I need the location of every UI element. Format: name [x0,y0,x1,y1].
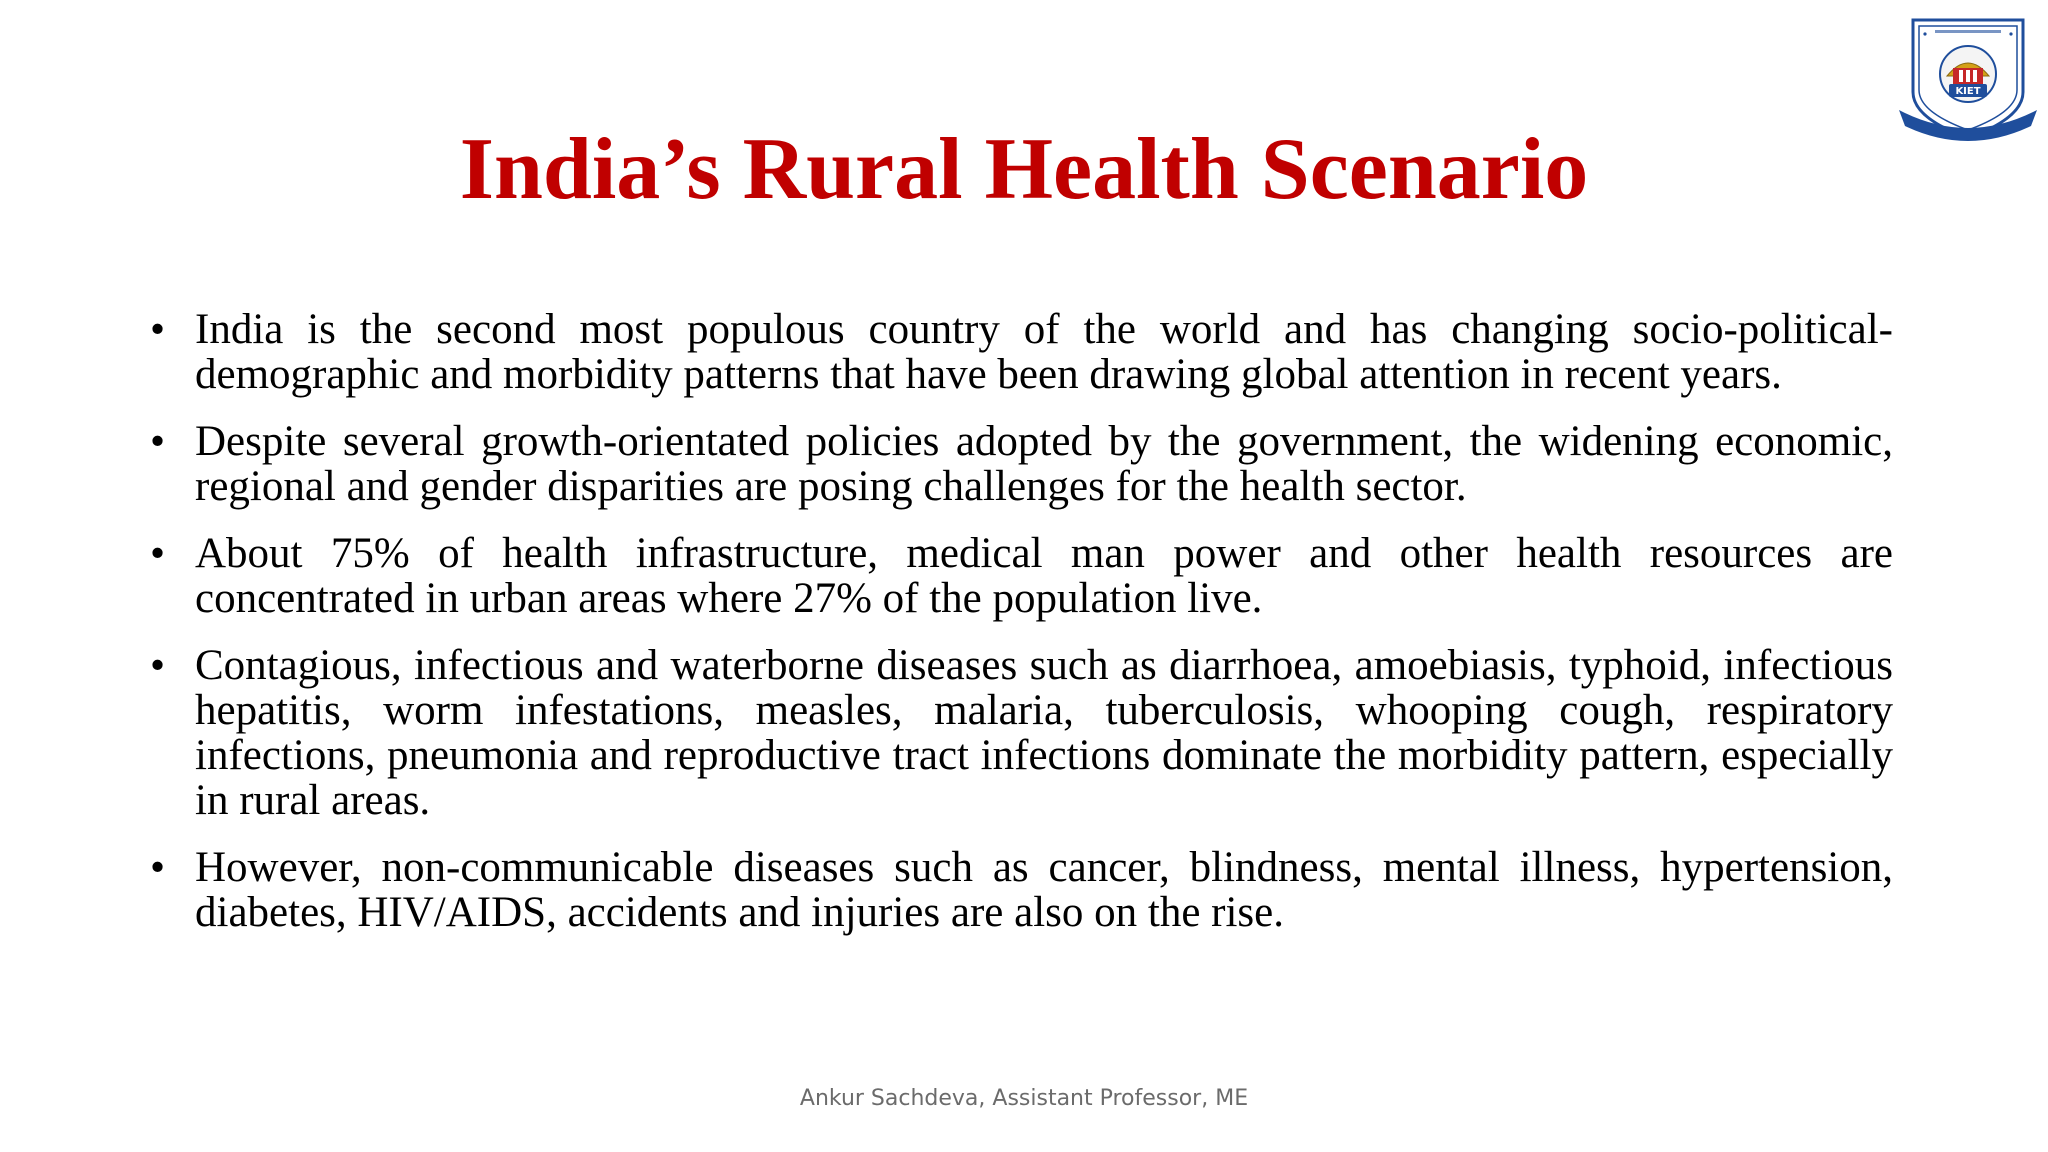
footer-author: Ankur Sachdeva, Assistant Professor, ME [799,1086,1249,1111]
bullet-list [150,307,1893,957]
bullet-item: • About 75% of health infrastructure, medical man power and other health resources are concentrated in urban areas where 27% of the population live. [150,531,1893,621]
slide-title: India’s Rural Health Scenario [459,121,1589,218]
logo-text: KIET [1955,86,1981,97]
bullet-item: • Despite several growth-orientated policies adopted by the government, the widening economic, regional and gender disparities are posing challenges for the health sector. [150,419,1893,509]
bullet-item: • However, non-communicable diseases such as cancer, blindness, mental illness, hypertension, diabetes, HIV/AIDS, accidents and injuries are also on the rise. [150,845,1893,935]
bullet-item: • Contagious, infectious and waterborne diseases such as diarrhoea, amoebiasis, typhoid, infectious hepatitis, worm infestations, measles, malaria, tuberculosis, whooping cough, respiratory infections, pneumonia and reproductive tract infections dominate the morbidity pattern, especially in rural areas. [150,643,1893,823]
bullet-item: • India is the second most populous country of the world and has changing socio-political-demographic and morbidity patterns that have been drawing global attention in recent years. [150,307,1893,397]
